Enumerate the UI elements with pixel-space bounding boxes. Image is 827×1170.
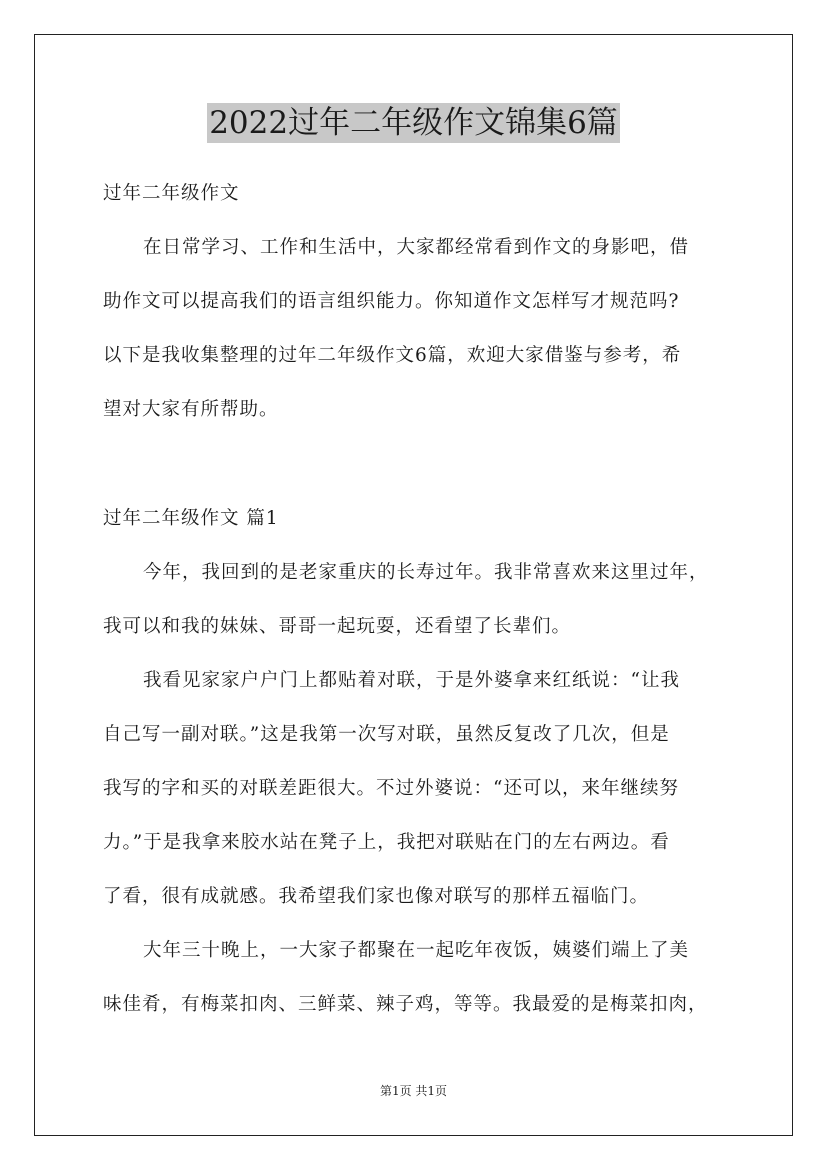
article-line-2: 我可以和我的妹妹、哥哥一起玩耍，还看望了长辈们。 [103,616,572,637]
article-line-6: 力。”于是我拿来胶水站在凳子上，我把对联贴在门的左右两边。看 [103,832,670,853]
article-line-3: 我看见家家户户门上都贴着对联，于是外婆拿来红纸说：“让我 [143,670,680,691]
article-line-1: 今年，我回到的是老家重庆的长寿过年。我非常喜欢来这里过年， [143,562,709,583]
article-line-7: 了看，很有成就感。我希望我们家也像对联写的那样五福临门。 [103,886,650,907]
intro-line-2: 助作文可以提高我们的语言组织能力。你知道作文怎样写才规范吗? [103,291,680,312]
article-heading: 过年二年级作文 篇1 [103,508,279,529]
article-line-4: 自己写一副对联。”这是我第一次写对联，虽然反复改了几次，但是 [103,724,670,745]
article-line-5: 我写的字和买的对联差距很大。不过外婆说：“还可以，来年继续努 [103,778,679,799]
intro-line-4: 望对大家有所帮助。 [103,399,279,420]
article-line-8: 大年三十晚上，一大家子都聚在一起吃年夜饭，姨婆们端上了美 [143,940,690,961]
section-heading: 过年二年级作文 [103,183,240,204]
article-line-9: 味佳肴，有梅菜扣肉、三鲜菜、辣子鸡，等等。我最爱的是梅菜扣肉， [103,994,708,1015]
page-footer: 第1页 共1页 [379,1084,448,1098]
document-title: 2022过年二年级作文锦集6篇 [209,105,618,141]
intro-line-1: 在日常学习、工作和生活中，大家都经常看到作文的身影吧，借 [143,237,690,258]
title-container [0,103,827,143]
intro-line-3: 以下是我收集整理的过年二年级作文6篇，欢迎大家借鉴与参考，希 [103,345,682,366]
